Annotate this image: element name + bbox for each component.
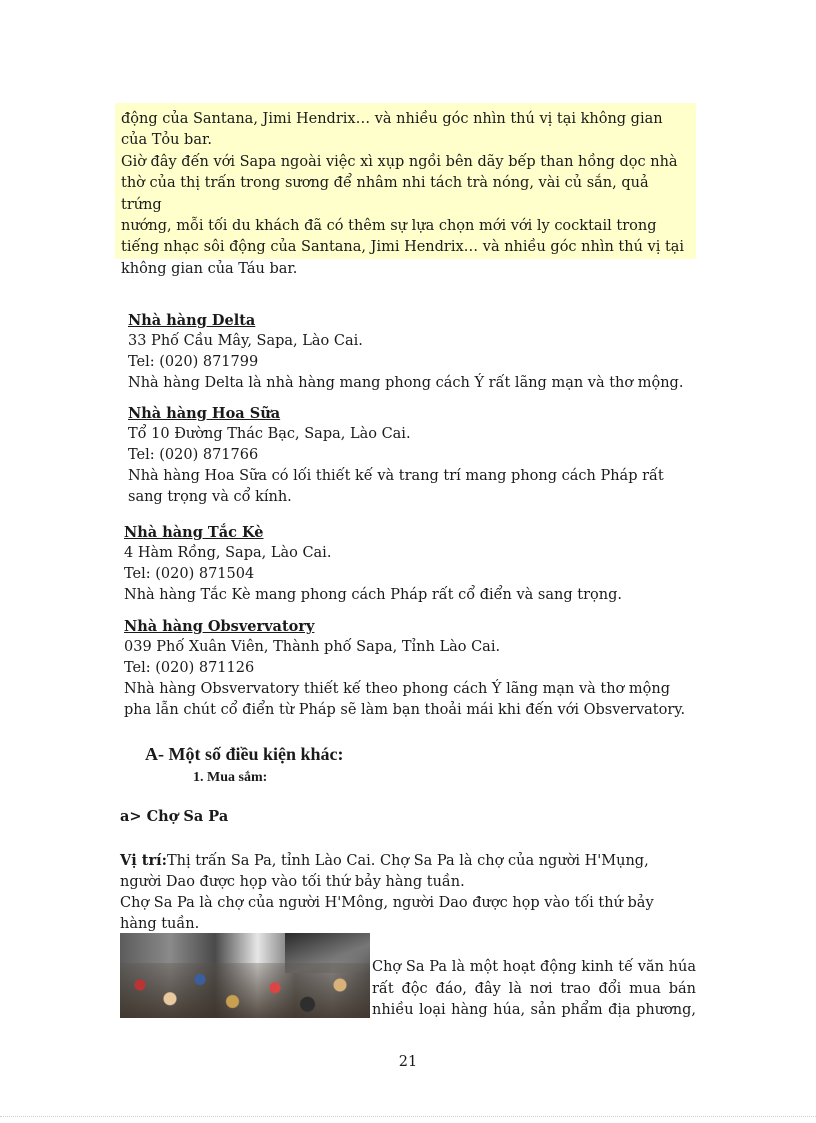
section-heading: A- Một số điều kiện khác: bbox=[145, 744, 344, 764]
restaurant-delta bbox=[128, 310, 683, 394]
sub-heading: 1. Mua sắm: bbox=[193, 770, 268, 785]
restaurant-name: Nhà hàng Tắc Kè bbox=[124, 524, 264, 541]
restaurant-description: Nhà hàng Delta là nhà hàng mang phong cách Ý rất lãng mạn và thơ mộng. bbox=[128, 375, 684, 391]
restaurant-obsvervatory bbox=[124, 616, 685, 721]
restaurant-name: Nhà hàng Delta bbox=[128, 312, 256, 329]
location-line: Chợ Sa Pa là chợ của người H'Mông, người Dao được họp vào tối thứ bảy bbox=[120, 895, 654, 911]
restaurant-name: Nhà hàng Hoa Sữa bbox=[128, 405, 281, 422]
intro-line: động của Santana, Jimi Hendrix… và nhiều góc nhìn thú vị tại không gian bbox=[121, 111, 663, 127]
intro-line: không gian của Táu bar. bbox=[121, 260, 298, 277]
intro-line: Giờ đây đến với Sapa ngoài việc xì xụp ngồi bên dãy bếp than hồng dọc nhà bbox=[121, 153, 678, 170]
market-desc-line: Chợ Sa Pa là một hoạt động kinh tế văn húa bbox=[372, 959, 696, 975]
market-description bbox=[372, 957, 696, 1022]
intro-line: tiếng nhạc sôi động của Santana, Jimi Hendrix… và nhiều góc nhìn thú vị tại bbox=[121, 239, 685, 256]
location-paragraph bbox=[120, 850, 700, 935]
restaurant-description: Nhà hàng Tắc Kè mang phong cách Pháp rất cổ điển và sang trọng. bbox=[124, 587, 622, 603]
page-edge-divider bbox=[0, 1116, 816, 1117]
restaurant-tac-ke bbox=[124, 522, 622, 606]
restaurant-tel: Tel: (020) 871799 bbox=[128, 354, 259, 370]
restaurant-tel: Tel: (020) 871766 bbox=[128, 447, 259, 463]
location-line bbox=[120, 850, 700, 872]
market-desc-line: nhiều loại hàng húa, sản phẩm địa phương, bbox=[372, 1002, 696, 1018]
restaurant-tel: Tel: (020) 871126 bbox=[124, 660, 255, 676]
market-photo bbox=[120, 933, 370, 1018]
intro-highlight-box bbox=[115, 103, 696, 277]
page-number: 21 bbox=[398, 1054, 418, 1070]
photo-crowd bbox=[120, 963, 370, 1018]
location-label: Vị trí: bbox=[120, 852, 168, 869]
market-desc-line: rất độc đáo, đây là nơi trao đổi mua bán bbox=[372, 980, 696, 997]
restaurant-hoa-sua bbox=[128, 403, 664, 508]
restaurant-address: Tổ 10 Đường Thác Bạc, Sapa, Lào Cai. bbox=[128, 426, 411, 442]
intro-line: của Tỏu bar. bbox=[121, 132, 212, 149]
location-text: Thị trấn Sa Pa, tỉnh Lào Cai. Chợ Sa Pa là chợ của người H'Mụng, bbox=[167, 853, 649, 869]
restaurant-address: 33 Phố Cầu Mây, Sapa, Lào Cai. bbox=[128, 333, 363, 349]
restaurant-tel: Tel: (020) 871504 bbox=[124, 566, 255, 582]
restaurant-name: Nhà hàng Obsvervatory bbox=[124, 618, 315, 635]
restaurant-address: 039 Phố Xuân Viên, Thành phố Sapa, Tỉnh Lào Cai. bbox=[124, 639, 501, 655]
intro-line: thờ của thị trấn trong sương để nhâm nhi tách trà nóng, vài củ sắn, quả trứng bbox=[121, 175, 649, 213]
restaurant-description: Nhà hàng Obsvervatory thiết kế theo phong cách Ý lãng mạn và thơ mộng bbox=[124, 681, 670, 697]
restaurant-description: Nhà hàng Hoa Sữa có lối thiết kế và trang trí mang phong cách Pháp rất bbox=[128, 468, 664, 484]
location-line: người Dao được họp vào tối thứ bảy hàng tuần. bbox=[120, 874, 465, 890]
intro-line: nướng, mỗi tối du khách đã có thêm sự lựa chọn mới với ly cocktail trong bbox=[121, 218, 657, 235]
restaurant-description: pha lẫn chút cổ điển từ Pháp sẽ làm bạn thoải mái khi đến với Obsvervatory. bbox=[124, 702, 686, 718]
market-title: a> Chợ Sa Pa bbox=[120, 808, 229, 825]
restaurant-address: 4 Hàm Rồng, Sapa, Lào Cai. bbox=[124, 545, 332, 561]
location-line: hàng tuần. bbox=[120, 916, 200, 932]
restaurant-description: sang trọng và cổ kính. bbox=[128, 489, 292, 505]
